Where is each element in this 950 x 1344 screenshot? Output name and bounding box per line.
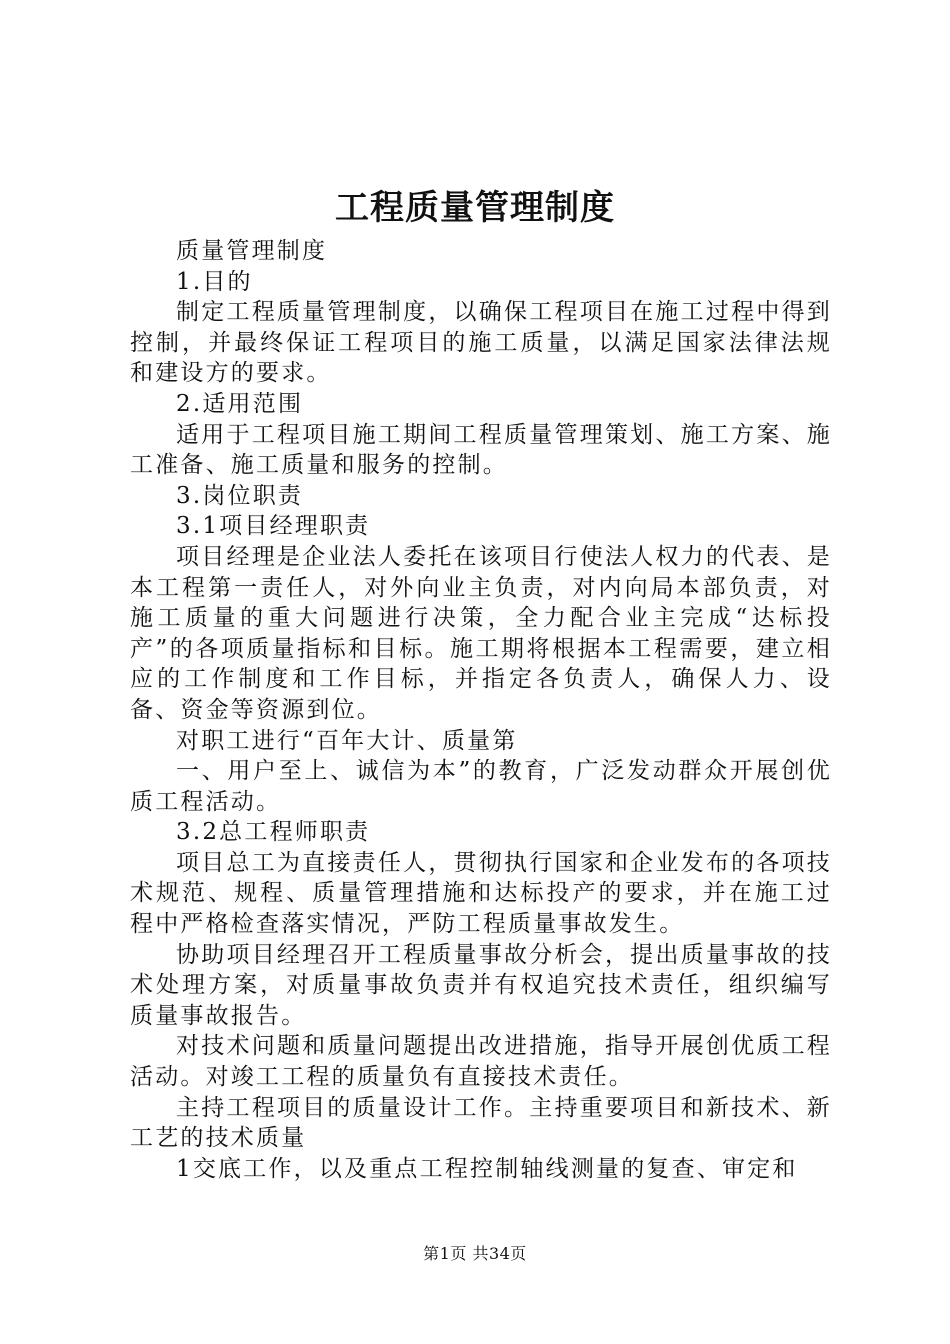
page-footer xyxy=(0,1243,950,1265)
paragraph-purpose: 制定工程质量管理制度，以确保工程项目在施工过程中得到控制，并最终保证工程项目的施工质量，以满足国家法律法规和建设方的要求。 xyxy=(130,299,832,387)
document-title: 工程质量管理制度 xyxy=(335,188,615,228)
section-heading-purpose: 1.目的 xyxy=(176,268,253,295)
paragraph-quality-design: 主持工程项目的质量设计工作。主持重要项目和新技术、新工艺的技术质量 xyxy=(130,1094,832,1152)
paragraph-scope: 适用于工程项目施工期间工程质量管理策划、施工方案、施工准备、施工质量和服务的控制。 xyxy=(130,421,832,479)
subsection-heading-project-manager: 3.1项目经理职责 xyxy=(176,513,371,540)
paragraph-heading-quality-system: 质量管理制度 xyxy=(176,238,328,264)
subsection-heading-chief-engineer: 3.2总工程师职责 xyxy=(176,819,371,846)
paragraph-chief-engineer: 项目总工为直接责任人，贯彻执行国家和企业发布的各项技术规范、规程、质量管理措施和达标投产的要求，并在施工过程中严格检查落实情况，严防工程质量事故发生。 xyxy=(130,849,832,938)
paragraph-accident-analysis: 协助项目经理召开工程质量事故分析会，提出质量事故的技术处理方案，对质量事故负责并有权追究技术责任，组织编写质量事故报告。 xyxy=(130,941,832,1029)
paragraph-project-manager: 项目经理是企业法人委托在该项目行使法人权力的代表、是本工程第一责任人，对外向业主负责，对内向局本部负责，对施工质量的重大问题进行决策，全力配合业主完成“达标投产”的各项质量指标和目标。施工期将根据本工程需要，建立相应的工作制度和工作目标，并指定各负责人，确保人力、设备、资金等资源到位。 xyxy=(130,543,832,723)
section-heading-responsibilities: 3.岗位职责 xyxy=(176,482,304,509)
section-heading-scope: 2.适用范围 xyxy=(176,390,304,417)
document-body xyxy=(130,236,832,1184)
paragraph-staff-education-2: 一、用户至上、诚信为本”的教育，广泛发动群众开展创优质工程活动。 xyxy=(130,758,832,815)
paragraph-handover: 1交底工作，以及重点工程控制轴线测量的复查、审定和 xyxy=(176,1155,798,1182)
page-number: 第1页 共34页 xyxy=(423,1244,527,1263)
paragraph-improvement: 对技术问题和质量问题提出改进措施，指导开展创优质工程活动。对竣工工程的质量负有直接技术责任。 xyxy=(130,1033,832,1091)
paragraph-staff-education-1: 对职工进行“百年大计、质量第 xyxy=(176,727,518,754)
